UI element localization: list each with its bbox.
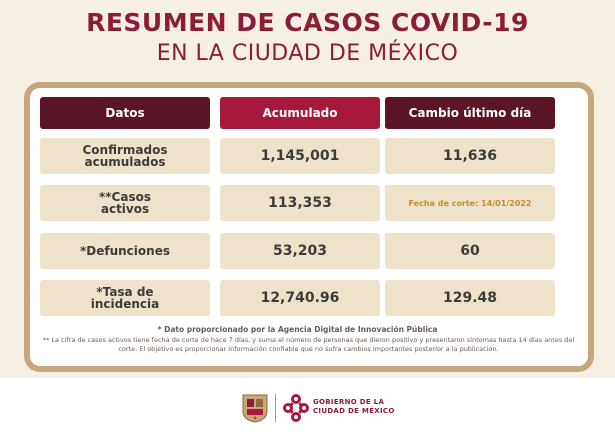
coat-of-arms-icon xyxy=(241,393,269,423)
table-row-label-incidencia xyxy=(40,280,210,316)
column-header-acumulado: Acumulado xyxy=(220,97,380,129)
logo-divider xyxy=(275,394,276,422)
page-title: RESUMEN DE CASOS COVID-19 xyxy=(86,8,529,37)
row-label-line2: acumulados xyxy=(84,155,166,169)
row-label-line1: Confirmados xyxy=(82,143,168,157)
row-label-line2: activos xyxy=(100,202,150,216)
row-label-line2: incidencia xyxy=(90,297,160,311)
table-cell-accumulated: 12,740.96 xyxy=(220,280,380,316)
table-cell-accumulated: 113,353 xyxy=(220,185,380,221)
cdmx-logo-icon xyxy=(282,393,310,423)
table-row-label-confirmados xyxy=(40,138,210,174)
table-cell-accumulated: 1,145,001 xyxy=(220,138,380,174)
government-logo-text xyxy=(313,398,395,416)
logo-text-line1: GOBIERNO DE LA xyxy=(313,398,385,406)
row-label-line1: *Defunciones xyxy=(80,244,170,258)
source-footnote: * Dato proporcionado por la Agencia Digital de Innovación Pública xyxy=(157,325,438,334)
row-label-line1: *Tasa de xyxy=(96,285,154,299)
active-cases-footnote: ** La cifra de casos activos tiene fecha de corte de hace 7 días, y suma el número de personas que dieron positivo y presentaron síntomas hasta 14 días antes del corte. El objetivo es proporcionar información confiable que no sufra cambios importantes posterior a la publicación. xyxy=(42,336,575,353)
table-cell-accumulated: 53,203 xyxy=(220,233,380,269)
page-subtitle: EN LA CIUDAD DE MÉXICO xyxy=(156,41,459,66)
column-header-datos: Datos xyxy=(40,97,210,129)
row-label-line1: **Casos xyxy=(99,190,151,204)
table-cell-change: 129.48 xyxy=(385,280,555,316)
table-cell-change: 11,636 xyxy=(385,138,555,174)
column-header-cambio: Cambio último día xyxy=(385,97,555,129)
cut-off-date-note: Fecha de corte: 14/01/2022 xyxy=(385,185,555,221)
logo-text-line2: CIUDAD DE MÉXICO xyxy=(313,407,395,415)
table-cell-change: 60 xyxy=(385,233,555,269)
table-row-label-defunciones xyxy=(40,233,210,269)
table-row-label-activos xyxy=(40,185,210,221)
